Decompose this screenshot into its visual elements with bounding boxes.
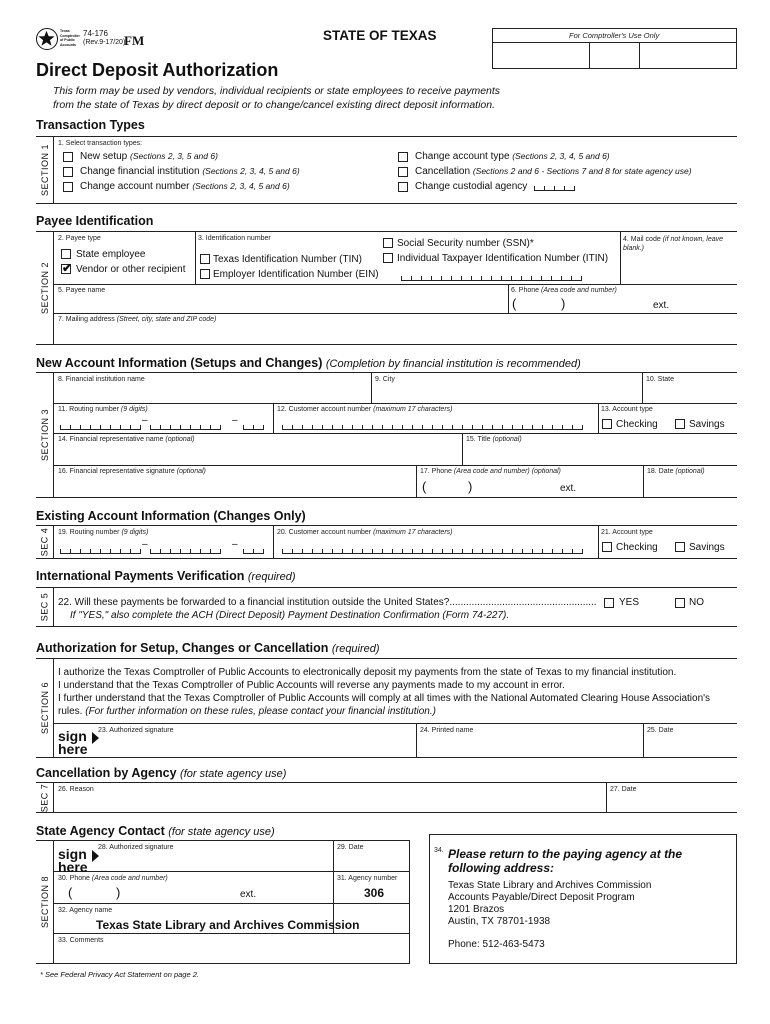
- payee-type-label: 2. Payee type: [58, 235, 101, 242]
- auth-line-2: I understand that the Texas Comptroller of Public Accounts will reverse any payments made to my account in error.: [58, 680, 565, 691]
- international-followup: If "YES," also complete the ACH (Direct Deposit) Payment Destination Confirmation (Form 74-227).: [70, 610, 510, 621]
- account-type-label: 13. Account type: [601, 406, 653, 413]
- auth-date-label: 25. Date: [647, 727, 674, 734]
- routing-dash-1: –: [142, 415, 148, 426]
- printed-name-label: 24. Printed name: [420, 727, 474, 734]
- cancellation-checkbox[interactable]: [398, 167, 408, 177]
- return-address-line-4: Austin, TX 78701-1938: [448, 916, 551, 927]
- routing-field-part1[interactable]: [60, 425, 141, 430]
- account-number-label: 12. Customer account number (maximum 17 characters): [277, 406, 453, 413]
- ssn-label: Social Security number (SSN)*: [397, 238, 534, 249]
- section8-box: [36, 840, 410, 964]
- agency-sign-here-marker: sign here: [58, 848, 88, 874]
- agency-phone-close-paren: ): [116, 885, 121, 900]
- auth-line-1: I authorize the Texas Comptroller of Public Accounts to electronically deposit my payments from the state of Texas to my financial institution.: [58, 667, 677, 678]
- rep-signature-label: 16. Financial representative signature (optional): [58, 468, 206, 475]
- agency-name-value: Texas State Library and Archives Commission: [96, 918, 360, 932]
- section8-tab: SECTION 8: [36, 841, 54, 963]
- agency-phone-label: 30. Phone (Area code and number): [58, 875, 168, 882]
- new-setup-label: New setup (Sections 2, 3, 5 and 6): [80, 151, 218, 162]
- change-account-type-label: Change account type (Sections 2, 3, 4, 5 and 6): [415, 151, 610, 162]
- comptroller-seal: [36, 28, 58, 50]
- agency-arrow-right-icon: [92, 850, 99, 862]
- savings-checkbox[interactable]: [675, 419, 685, 429]
- change-account-number-label: Change account number (Sections 2, 3, 4, 5 and 6): [80, 181, 290, 192]
- page-title: Direct Deposit Authorization: [36, 60, 279, 80]
- international-question: 22. Will these payments be forwarded to a financial institution outside the United States?.....................................................: [58, 597, 597, 608]
- state-employee-label: State employee: [76, 249, 146, 260]
- intro-line-1: This form may be used by vendors, individual recipients or state employees to receive payments: [53, 85, 501, 97]
- payee-phone-label: 6. Phone (Area code and number): [511, 287, 617, 294]
- cancel-date-label: 27. Date: [610, 786, 637, 793]
- section3-box: [36, 372, 737, 498]
- routing-label: 11. Routing number (9 digits): [58, 406, 148, 413]
- checking-label: Checking: [616, 419, 658, 430]
- payee-phone-close-paren: ): [561, 296, 566, 311]
- comptroller-use-label: For Comptroller's Use Only: [569, 31, 660, 40]
- ein-label: Employer Identification Number (EIN): [213, 269, 379, 280]
- custodial-agency-field[interactable]: [534, 186, 575, 191]
- payee-name-label: 5. Payee name: [58, 287, 106, 294]
- section4-box: [36, 525, 737, 559]
- privacy-footnote: * See Federal Privacy Act Statement on page 2.: [40, 970, 199, 979]
- account-number-field[interactable]: [282, 425, 583, 430]
- return-address-box: [429, 834, 737, 964]
- auth-line-3: I further understand that the Texas Comptroller of Public Accounts will comply at all times with the National Automated Clearing House Association's: [58, 693, 711, 704]
- rep-name-label: 14. Financial representative name (optional): [58, 436, 195, 443]
- section3-tab: SECTION 3: [36, 373, 54, 497]
- logo-text: Texas Comptroller of Public Accounts: [60, 29, 80, 47]
- comments-label: 33. Comments: [58, 937, 104, 944]
- section2-tab: SECTION 2: [36, 232, 54, 344]
- vendor-checkbox[interactable]: [61, 264, 71, 274]
- agency-name-label: 32. Agency name: [58, 907, 113, 914]
- itin-checkbox[interactable]: [383, 253, 393, 263]
- section6-tab: SECTION 6: [36, 659, 54, 757]
- agency-number-value: 306: [364, 886, 385, 900]
- state-employee-checkbox[interactable]: [61, 249, 71, 259]
- payee-phone-ext: ext.: [653, 300, 670, 311]
- existing-account-label: 20. Customer account number (maximum 17 characters): [277, 529, 453, 536]
- checking-checkbox[interactable]: [602, 419, 612, 429]
- existing-savings-label: Savings: [689, 542, 725, 553]
- section5-box: [36, 587, 737, 627]
- auth-line-4: rules. (For further information on these rules, please contact your financial institution.): [58, 706, 436, 717]
- section4-heading: Existing Account Information (Changes Only): [36, 509, 306, 523]
- existing-savings-checkbox[interactable]: [675, 542, 685, 552]
- existing-account-type-label: 21. Account type: [601, 529, 653, 536]
- select-types-label: 1. Select transaction types:: [58, 140, 143, 147]
- agency-signature-label: 28. Authorized signature: [98, 844, 174, 851]
- state-label: 10. State: [646, 376, 675, 383]
- cancellation-label: Cancellation (Sections 2 and 6 - Sections 7 and 8 for state agency use): [415, 166, 692, 177]
- existing-routing-dash-2: –: [232, 539, 238, 550]
- star-icon: [37, 29, 56, 48]
- cancel-reason-label: 26. Reason: [58, 786, 94, 793]
- existing-routing-part1[interactable]: [60, 549, 141, 554]
- return-address-line-3: 1201 Brazos: [448, 904, 505, 915]
- change-fi-checkbox[interactable]: [63, 167, 73, 177]
- section5-tab: SEC 5: [36, 588, 54, 626]
- section1-tab: SECTION 1: [36, 137, 54, 203]
- vendor-label: Vendor or other recipient: [76, 264, 186, 275]
- section1-box: [36, 136, 737, 204]
- existing-routing-label: 19. Routing number (9 digits): [58, 529, 149, 536]
- id-number-field[interactable]: [401, 276, 582, 281]
- agency-number-label: 31. Agency number: [337, 875, 398, 882]
- rep-date-label: 18. Date (optional): [647, 468, 705, 475]
- section6-heading: Authorization for Setup, Changes or Cancellation (required): [36, 641, 380, 655]
- return-title-2: following address:: [448, 861, 555, 875]
- return-number: 34.: [434, 847, 444, 854]
- return-phone: Phone: 512-463-5473: [448, 939, 545, 950]
- mail-code-label: 4. Mail code (if not known, leave blank.): [623, 236, 724, 252]
- routing-field-part2[interactable]: [150, 425, 221, 430]
- form-revision: (Rev.9-17/20): [83, 39, 126, 46]
- change-custodial-checkbox[interactable]: [398, 182, 408, 192]
- change-account-number-checkbox[interactable]: [63, 182, 73, 192]
- sign-here-marker: sign here: [58, 730, 88, 756]
- return-title-1: Please return to the paying agency at the: [448, 847, 683, 861]
- change-account-type-checkbox[interactable]: [398, 152, 408, 162]
- authorized-signature-label: 23. Authorized signature: [98, 727, 174, 734]
- title-label: 15. Title (optional): [466, 436, 522, 443]
- routing-dash-2: –: [232, 415, 238, 426]
- agency-phone-open-paren: (: [68, 885, 73, 900]
- ssn-checkbox[interactable]: [383, 238, 393, 248]
- agency-date-label: 29. Date: [337, 844, 364, 851]
- intro-line-2: from the state of Texas by direct deposit or to change/cancel existing direct deposit information.: [53, 99, 496, 111]
- return-address-line-1: Texas State Library and Archives Commission: [448, 880, 652, 891]
- payee-phone-open-paren: (: [512, 296, 517, 311]
- international-yes-checkbox[interactable]: [604, 598, 614, 608]
- existing-routing-part2[interactable]: [150, 549, 221, 554]
- fm-mark: FM: [124, 33, 145, 48]
- existing-checking-label: Checking: [616, 542, 658, 553]
- city-label: 9. City: [375, 376, 395, 383]
- change-fi-label: Change financial institution (Sections 2, 3, 4, 5 and 6): [80, 166, 300, 177]
- section3-heading: New Account Information (Setups and Changes) (Completion by financial institution is recommended): [36, 356, 581, 370]
- agency-phone-ext: ext.: [240, 889, 257, 900]
- international-yes-label: YES: [619, 597, 640, 608]
- section7-box: [36, 782, 737, 813]
- mailing-address-label: 7. Mailing address (Street, city, state and ZIP code): [58, 316, 217, 323]
- section6-box: [36, 658, 737, 758]
- rep-phone-label: 17. Phone (Area code and number) (optional): [420, 468, 561, 475]
- itin-label: Individual Taxpayer Identification Number (ITIN): [397, 253, 609, 264]
- fi-name-label: 8. Financial institution name: [58, 376, 145, 383]
- section5-heading: International Payments Verification (required): [36, 569, 296, 583]
- section1-heading: Transaction Types: [36, 118, 145, 132]
- international-no-checkbox[interactable]: [675, 598, 685, 608]
- existing-checking-checkbox[interactable]: [602, 542, 612, 552]
- existing-routing-dash-1: –: [142, 539, 148, 550]
- section7-tab: SEC 7: [36, 783, 54, 812]
- rep-phone-open-paren: (: [422, 479, 427, 494]
- ein-checkbox[interactable]: [200, 269, 210, 279]
- comptroller-use-box: [492, 28, 737, 69]
- international-no-label: NO: [689, 597, 704, 608]
- state-title: STATE OF TEXAS: [323, 28, 437, 43]
- tin-label: Texas Identification Number (TIN): [213, 254, 362, 265]
- savings-label: Savings: [689, 419, 725, 430]
- rep-phone-close-paren: ): [468, 479, 473, 494]
- section8-heading: State Agency Contact (for state agency use): [36, 824, 275, 838]
- id-number-label: 3. Identification number: [198, 235, 271, 242]
- existing-account-field[interactable]: [282, 549, 583, 554]
- section2-heading: Payee Identification: [36, 214, 154, 228]
- section4-tab: SEC 4: [36, 526, 54, 558]
- section2-box: [36, 231, 737, 345]
- form-number: 74-176: [83, 29, 108, 38]
- new-setup-checkbox[interactable]: [63, 152, 73, 162]
- section7-heading: Cancellation by Agency (for state agency use): [36, 766, 287, 780]
- existing-routing-part3[interactable]: [243, 549, 264, 554]
- change-custodial-label: Change custodial agency: [415, 181, 528, 192]
- tin-checkbox[interactable]: [200, 254, 210, 264]
- return-address-line-2: Accounts Payable/Direct Deposit Program: [448, 892, 635, 903]
- rep-phone-ext: ext.: [560, 483, 577, 494]
- routing-field-part3[interactable]: [243, 425, 264, 430]
